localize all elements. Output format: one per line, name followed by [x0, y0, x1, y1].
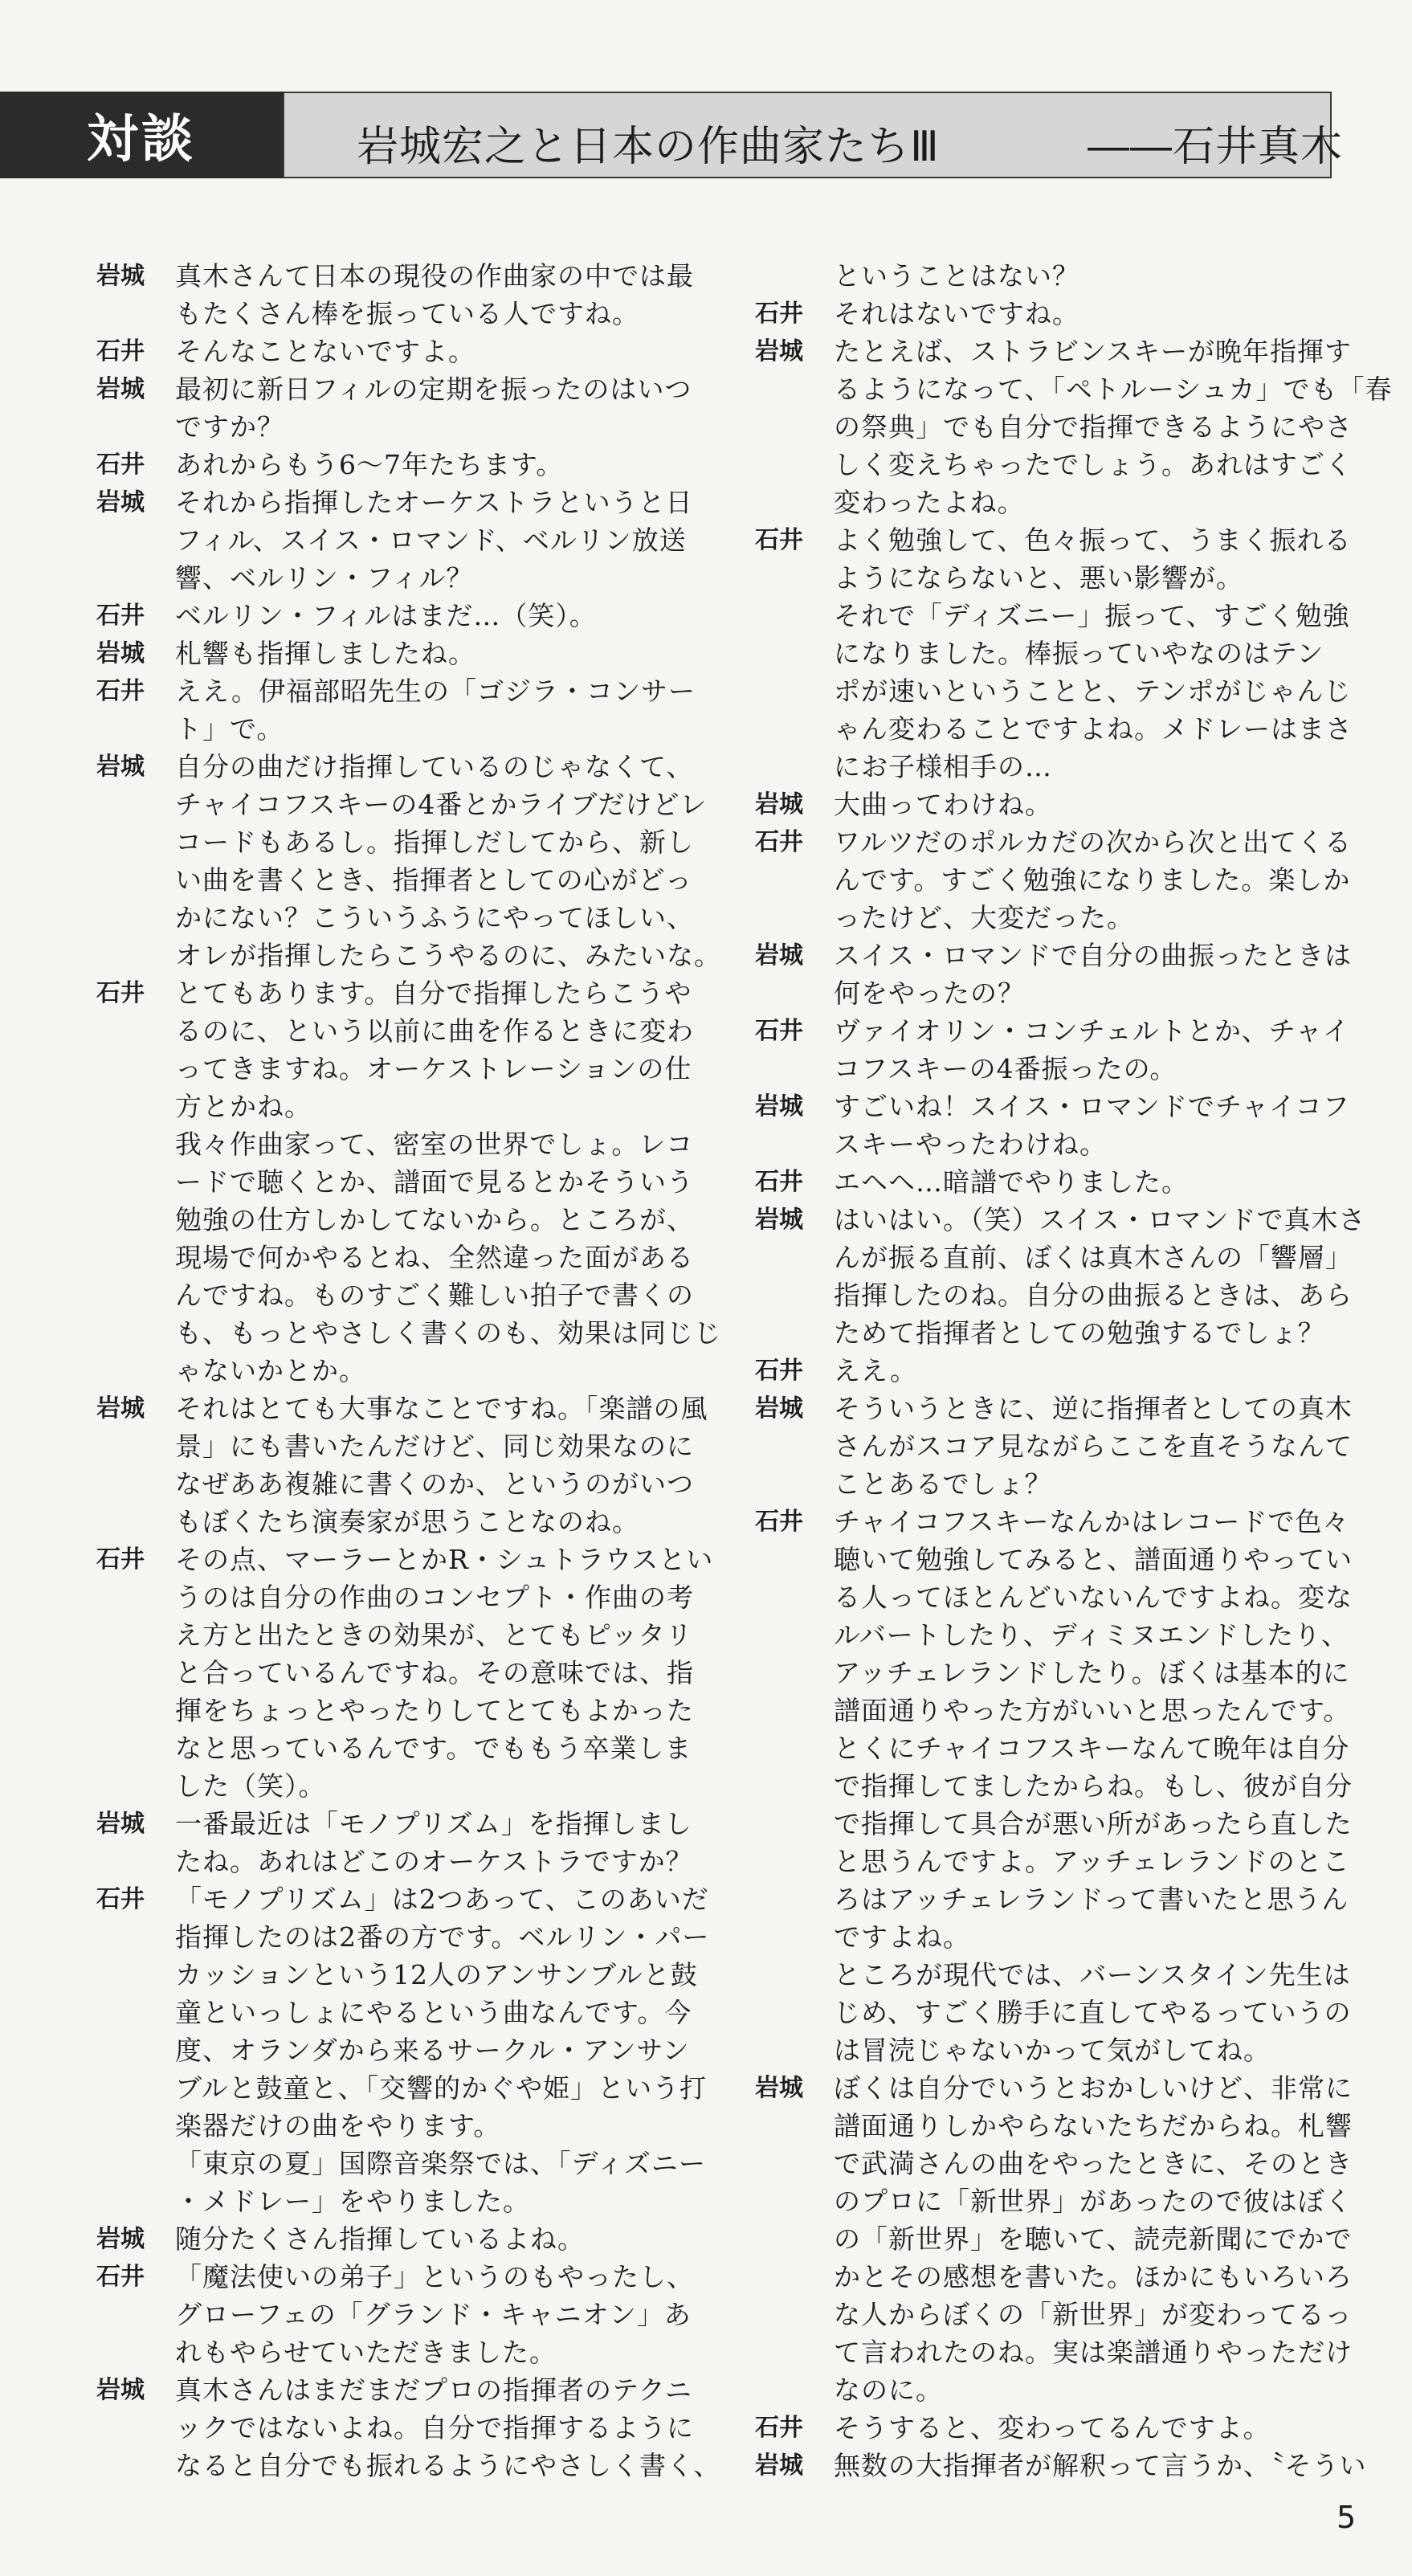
dialogue-line: 我々作曲家って、密室の世界でしょ。レコ — [175, 1129, 694, 1160]
dialogue-line: のプロに「新世界」があったので彼はぼく — [834, 2186, 1353, 2217]
speaker-name: 岩城 — [96, 488, 145, 516]
dialogue-turn — [755, 1163, 1325, 1201]
speaker-name: 石井 — [755, 1168, 803, 1196]
dialogue-line: の「新世界」を聴いて、読売新聞にでかで — [834, 2223, 1353, 2255]
dialogue-line: コードもあるし。指揮しだしてから、新し — [175, 827, 694, 858]
dialogue-turn — [96, 672, 696, 748]
dialogue-line: ゃん変わることですよね。メドレーはまさ — [834, 713, 1353, 745]
dialogue-turn — [96, 1390, 708, 1541]
dialogue-line: なと思っているんです。でももう卒業しま — [175, 1733, 692, 1764]
dialogue-line: 方とかね。 — [175, 1091, 312, 1122]
dialogue-line: コフスキーの4番振ったの。 — [834, 1053, 1177, 1084]
dialogue-turn — [755, 2069, 1353, 2409]
dialogue-line: ぼくは自分でいうとおかしいけど、非常に — [834, 2072, 1353, 2104]
dialogue-line: 真木さんて日本の現役の作曲家の中では最 — [175, 260, 694, 292]
dialogue-turn — [755, 823, 1353, 937]
dialogue-turn — [96, 1805, 693, 1880]
speaker-name: 岩城 — [96, 375, 145, 403]
speaker-name: 岩城 — [96, 1394, 145, 1423]
dialogue-line: 度、オランダから来るサークル・アンサン — [175, 2035, 690, 2066]
speaker-name: 石井 — [96, 1885, 145, 1913]
dialogue-line: エヘヘ…暗譜でやりました。 — [834, 1166, 1189, 1198]
dialogue-turn — [96, 257, 694, 333]
dialogue-turn — [96, 2220, 667, 2258]
page-number: 5 — [1337, 2500, 1357, 2535]
dialogue-line: ということはない？ — [834, 260, 1079, 292]
dialogue-line: 景」にも書いたんだけど、同じ効果なのに — [175, 1431, 694, 1462]
dialogue-line: はいはい。（笑）スイス・ロマンドで真木さ — [834, 1204, 1366, 1235]
speaker-name: 岩城 — [755, 2451, 803, 2480]
dialogue-turn — [96, 446, 667, 484]
dialogue-line: スキーやったわけね。 — [834, 1129, 1107, 1160]
speaker-name: 岩城 — [96, 262, 145, 290]
speaker-name: 石井 — [755, 300, 803, 328]
speaker-name: 石井 — [96, 979, 145, 1007]
speaker-name: 岩城 — [96, 2225, 145, 2253]
right-column — [755, 257, 1393, 2484]
dialogue-line: な人からぼくの「新世界」が変わってるっ — [834, 2299, 1353, 2330]
dialogue-line: ヴァイオリン・コンチェルトとか、チャイ — [834, 1015, 1350, 1047]
dialogue-line: ええ。 — [834, 1355, 917, 1386]
speaker-name: 岩城 — [755, 790, 803, 819]
dialogue-line: した（笑）。 — [175, 1770, 326, 1802]
dialogue-line: ええ。伊福部昭先生の「ゴジラ・コンサー — [175, 676, 696, 707]
dialogue-line: 譜面通りしかやらないたちだからね。札響 — [834, 2110, 1353, 2141]
dialogue-line: そういうときに、逆に指揮者としての真木 — [834, 1393, 1353, 1424]
dialogue-line: で武満さんの曲をやったときに、そのとき — [834, 2148, 1353, 2179]
left-column — [96, 257, 721, 2484]
dialogue-line: すごいね！スイス・ロマンドでチャイコフ — [834, 1091, 1350, 1122]
dialogue-line: チャイコフスキーの4番とかライブだけどレ — [175, 789, 708, 820]
dialogue-line: フィル、スイス・ロマンド、ベルリン放送 — [175, 525, 687, 556]
dialogue-line: しく変えちゃったでしょう。あれはすごく — [834, 449, 1353, 480]
dialogue-line: 変わったよね。 — [834, 487, 1025, 518]
speaker-name: 岩城 — [755, 941, 803, 970]
dialogue-turn — [755, 937, 1353, 1012]
speaker-name: 石井 — [96, 1545, 145, 1574]
dialogue-turn — [96, 597, 667, 635]
dialogue-turn — [755, 295, 1325, 333]
dialogue-line: 現場で何かやるとね、全然違った面がある — [175, 1242, 694, 1273]
dialogue-line: グローフェの「グランド・キャニオン」あ — [175, 2299, 692, 2330]
dialogue-turn — [96, 1541, 714, 1805]
speaker-name: 岩城 — [755, 1394, 803, 1423]
dialogue-line: ブルと鼓童と、「交響的かぐや姫」という打 — [175, 2072, 708, 2104]
speaker-name: 石井 — [755, 2414, 803, 2442]
dialogue-line: ベルリン・フィルはまだ…（笑）。 — [175, 600, 597, 631]
dialogue-line: の祭典」でも自分で指揮できるようにやさ — [834, 411, 1353, 443]
dialogue-line: ことあるでしょ？ — [834, 1468, 1052, 1500]
dialogue-line: い曲を書くとき、指揮者としての心がどっ — [175, 864, 693, 896]
dialogue-line: ったけど、大変だった。 — [834, 902, 1134, 933]
dialogue-line: 楽器だけの曲をやります。 — [175, 2110, 501, 2141]
dialogue-line: になりました。棒振っていやなのはテン — [834, 638, 1324, 669]
dialogue-line: ためて指揮者としての勉強するでしょ？ — [834, 1317, 1325, 1349]
dialogue-line: チャイコフスキーなんかはレコードで色々 — [834, 1506, 1350, 1537]
dialogue-line: カッションという12人のアンサンブルと鼓 — [175, 1959, 698, 1990]
dialogue-turn — [755, 2409, 1325, 2447]
dialogue-turn — [755, 786, 1325, 823]
dialogue-line: 何をやったの？ — [834, 978, 1025, 1009]
dialogue-turn — [96, 974, 721, 1390]
speaker-name: 岩城 — [755, 1206, 803, 1234]
dialogue-turn — [755, 257, 1325, 295]
dialogue-turn — [96, 2371, 721, 2484]
dialogue-line: それで「ディズニー」振って、すごく勉強 — [834, 600, 1350, 631]
dialogue-line: ワルツだのポルカだの次から次と出てくる — [834, 827, 1353, 858]
dialogue-turn — [755, 1201, 1366, 1352]
dialogue-line: とてもあります。自分で指揮したらこうや — [175, 978, 692, 1009]
dialogue-line: と合っているんですね。その意味では、指 — [175, 1657, 694, 1688]
dialogue-line: 一番最近は「モノプリズム」を指揮しまし — [175, 1808, 692, 1839]
dialogue-line: たね。あれはどこのオーケストラですか？ — [175, 1846, 693, 1877]
dialogue-line: んが振る直前、ぼくは真木さんの「響層」 — [834, 1242, 1353, 1273]
dialogue-line: 「東京の夏」国際音楽祭では、「ディズニー — [175, 2148, 706, 2179]
article-header — [0, 92, 1344, 178]
dialogue-line: さんがスコア見ながらここを直そうなんて — [834, 1431, 1353, 1462]
dialogue-line: 聴いて勉強してみると、譜面通りやってい — [834, 1544, 1353, 1575]
dialogue-line: 大曲ってわけね。 — [834, 789, 1052, 820]
speaker-name: 石井 — [96, 2263, 145, 2291]
dialogue-turn — [755, 1503, 1353, 2069]
dialogue-line: ードで聴くとか、譜面で見るとかそういう — [175, 1166, 694, 1198]
dialogue-turn — [755, 521, 1353, 786]
speaker-name: 石井 — [755, 1017, 803, 1045]
dialogue-line: オレが指揮したらこうやるのに、みたいな。 — [175, 940, 721, 971]
dialogue-turn — [755, 333, 1393, 521]
dialogue-line: スイス・ロマンドで自分の曲振ったときは — [834, 940, 1353, 971]
dialogue-line: なのに。 — [834, 2374, 943, 2406]
dialogue-line: にお子様相手の… — [834, 751, 1052, 782]
dialogue-line: うのは自分の作曲のコンセプト・作曲の考 — [175, 1582, 694, 1613]
dialogue-line: 「モノプリズム」は2つあって、このあいだ — [175, 1884, 709, 1915]
dialogue-turn — [755, 1352, 1325, 1390]
dialogue-turn — [96, 333, 667, 370]
dialogue-line: え方と出たときの効果が、とてもピッタリ — [175, 1619, 693, 1651]
dialogue-line: 真木さんはまだまだプロの指揮者のテクニ — [175, 2374, 693, 2406]
dialogue-line: は冒涜じゃないかって気がしてね。 — [834, 2035, 1271, 2066]
dialogue-line: それはとても大事なことですね。「楽譜の風 — [175, 1393, 708, 1424]
speaker-name: 石井 — [96, 337, 145, 365]
dialogue-turn — [96, 484, 693, 597]
dialogue-line: 最初に新日フィルの定期を振ったのはいつ — [175, 374, 692, 405]
speaker-name: 石井 — [755, 526, 803, 554]
dialogue-line: そうすると、変わってるんですよ。 — [834, 2412, 1271, 2443]
speaker-name: 岩城 — [755, 337, 803, 365]
dialogue-line: で指揮してましたからね。もし、彼が自分 — [834, 1770, 1353, 1802]
speaker-name: 石井 — [96, 677, 145, 705]
dialogue-line: あれからもう6〜7年たちます。 — [175, 449, 564, 480]
dialogue-line: ポが速いということと、テンポがじゃんじ — [834, 676, 1352, 707]
dialogue-line: 札響も指揮しましたね。 — [175, 638, 475, 669]
dialogue-line: たとえば、ストラビンスキーが晩年指揮す — [834, 336, 1353, 367]
speaker-name: 石井 — [755, 1508, 803, 1536]
speaker-name: 岩城 — [755, 1092, 803, 1121]
dialogue-turn — [96, 2258, 694, 2371]
dialogue-turn — [96, 370, 692, 446]
dialogue-line: じめ、すごく勝手に直してやるっていうの — [834, 1997, 1352, 2028]
dialogue-turn — [755, 1088, 1350, 1163]
dialogue-line: なぜああ複雑に書くのか、というのがいつ — [175, 1468, 694, 1500]
dialogue-line: それはないですね。 — [834, 298, 1079, 329]
dialogue-line: ルバートしたり、ディミヌエンドしたり、 — [834, 1619, 1349, 1651]
dialogue-line: れもやらせていただきました。 — [175, 2337, 557, 2368]
dialogue-line: 自分の曲だけ指揮しているのじゃなくて、 — [175, 751, 694, 782]
dialogue-turn — [755, 1012, 1350, 1088]
speaker-name: 岩城 — [96, 2376, 145, 2404]
dialogue-line: るのに、という以前に曲を作るときに変わ — [175, 1015, 694, 1047]
dialogue-line: ですか？ — [175, 411, 284, 443]
dialogue-line: アッチェレランドしたり。ぼくは基本的に — [834, 1657, 1350, 1688]
speaker-name: 岩城 — [96, 639, 145, 667]
speaker-name: 岩城 — [755, 2074, 803, 2102]
dialogue-turn — [755, 2447, 1367, 2484]
dialogue-line: ようにならないと、悪い影響が。 — [834, 562, 1243, 594]
dialogue-line: かとその感想を書いた。ほかにもいろいろ — [834, 2261, 1353, 2292]
dialogue-line: るようになって、「ペトルーシュカ」でも「春 — [834, 374, 1393, 405]
dialogue-line: そんなことないですよ。 — [175, 336, 475, 367]
dialogue-line: 指揮したのは2番の方です。ベルリン・パー — [175, 1921, 710, 1953]
speaker-name: 石井 — [755, 828, 803, 856]
dialogue-line: よく勉強して、色々振って、うまく振れる — [834, 525, 1352, 556]
dialogue-line: て言われたのね。実は楽譜通りやっただけ — [834, 2337, 1353, 2368]
speaker-name: 岩城 — [96, 753, 145, 781]
speaker-name: 石井 — [755, 1357, 803, 1385]
dialogue-turn — [755, 1390, 1353, 1503]
dialogue-line: 揮をちょっとやったりしてとてもよかった — [175, 1695, 694, 1726]
article-subtitle: ――石井真木 — [1088, 123, 1344, 171]
dialogue-line: ックではないよね。自分で指揮するように — [175, 2412, 694, 2443]
dialogue-line: 「魔法使いの弟子」というのもやったし、 — [175, 2261, 694, 2292]
dialogue-turn — [96, 1880, 710, 2220]
section-label: 対談 — [0, 92, 283, 178]
dialogue-line: ってきますね。オーケストレーションの仕 — [175, 1053, 692, 1084]
dialogue-line: んですね。ものすごく難しい拍子で書くの — [175, 1280, 694, 1311]
speaker-name: 石井 — [96, 451, 145, 479]
dialogue-line: 無数の大指揮者が解釈って言うか、〝そうい — [834, 2450, 1367, 2481]
dialogue-line: ゃないかとか。 — [175, 1355, 366, 1386]
dialogue-line: とくにチャイコフスキーなんて晩年は自分 — [834, 1733, 1350, 1764]
dialogue-line: 譜面通りやった方がいいと思ったんです。 — [834, 1695, 1351, 1726]
speaker-name: 岩城 — [96, 1810, 145, 1838]
speaker-name: 石井 — [96, 602, 145, 630]
dialogue-line: それから指揮したオーケストラというと日 — [175, 487, 693, 518]
dialogue-line: かにない？こういうふうにやってほしい、 — [175, 902, 694, 933]
dialogue-turn — [96, 748, 721, 974]
dialogue-line: ところが現代では、バーンスタイン先生は — [834, 1959, 1351, 1990]
dialogue-line: と思うんですよ。アッチェレランドのとこ — [834, 1846, 1350, 1877]
dialogue-line: る人ってほとんどいないんですよね。変な — [834, 1582, 1353, 1613]
dialogue-line: 響、ベルリン・フィル？ — [175, 562, 474, 594]
dialogue-line: で指揮して具合が悪い所があったら直した — [834, 1808, 1353, 1839]
dialogue-line: 勉強の仕方しかしてないから。ところが、 — [175, 1204, 694, 1235]
dialogue-line: もたくさん棒を振っている人ですね。 — [175, 298, 639, 329]
dialogue-line: 童といっしょにやるという曲なんです。今 — [175, 1997, 692, 2028]
dialogue-line: ですよね。 — [834, 1921, 970, 1953]
dialogue-line: ト」で。 — [175, 713, 284, 745]
dialogue-line: その点、マーラーとかR・シュトラウスとい — [175, 1544, 714, 1575]
dialogue-line: もぼくたち演奏家が思うことなのね。 — [175, 1506, 639, 1537]
title-box — [283, 92, 1344, 178]
dialogue-line: なると自分でも振れるようにやさしく書く、 — [175, 2450, 721, 2481]
dialogue-line: ・メドレー」をやりました。 — [175, 2186, 530, 2217]
dialogue-line: 指揮したのね。自分の曲振るときは、あら — [834, 1280, 1353, 1311]
dialogue-line: ろはアッチェレランドって書いたと思うん — [834, 1884, 1349, 1915]
dialogue-turn — [96, 635, 667, 672]
dialogue-line: 随分たくさん指揮しているよね。 — [175, 2223, 585, 2255]
article-title: 岩城宏之と日本の作曲家たちⅢ — [357, 123, 940, 171]
dialogue-line: も、もっとやさしく書くのも、効果は同じじ — [175, 1317, 721, 1349]
dialogue-line: んです。すごく勉強になりました。楽しか — [834, 864, 1351, 896]
